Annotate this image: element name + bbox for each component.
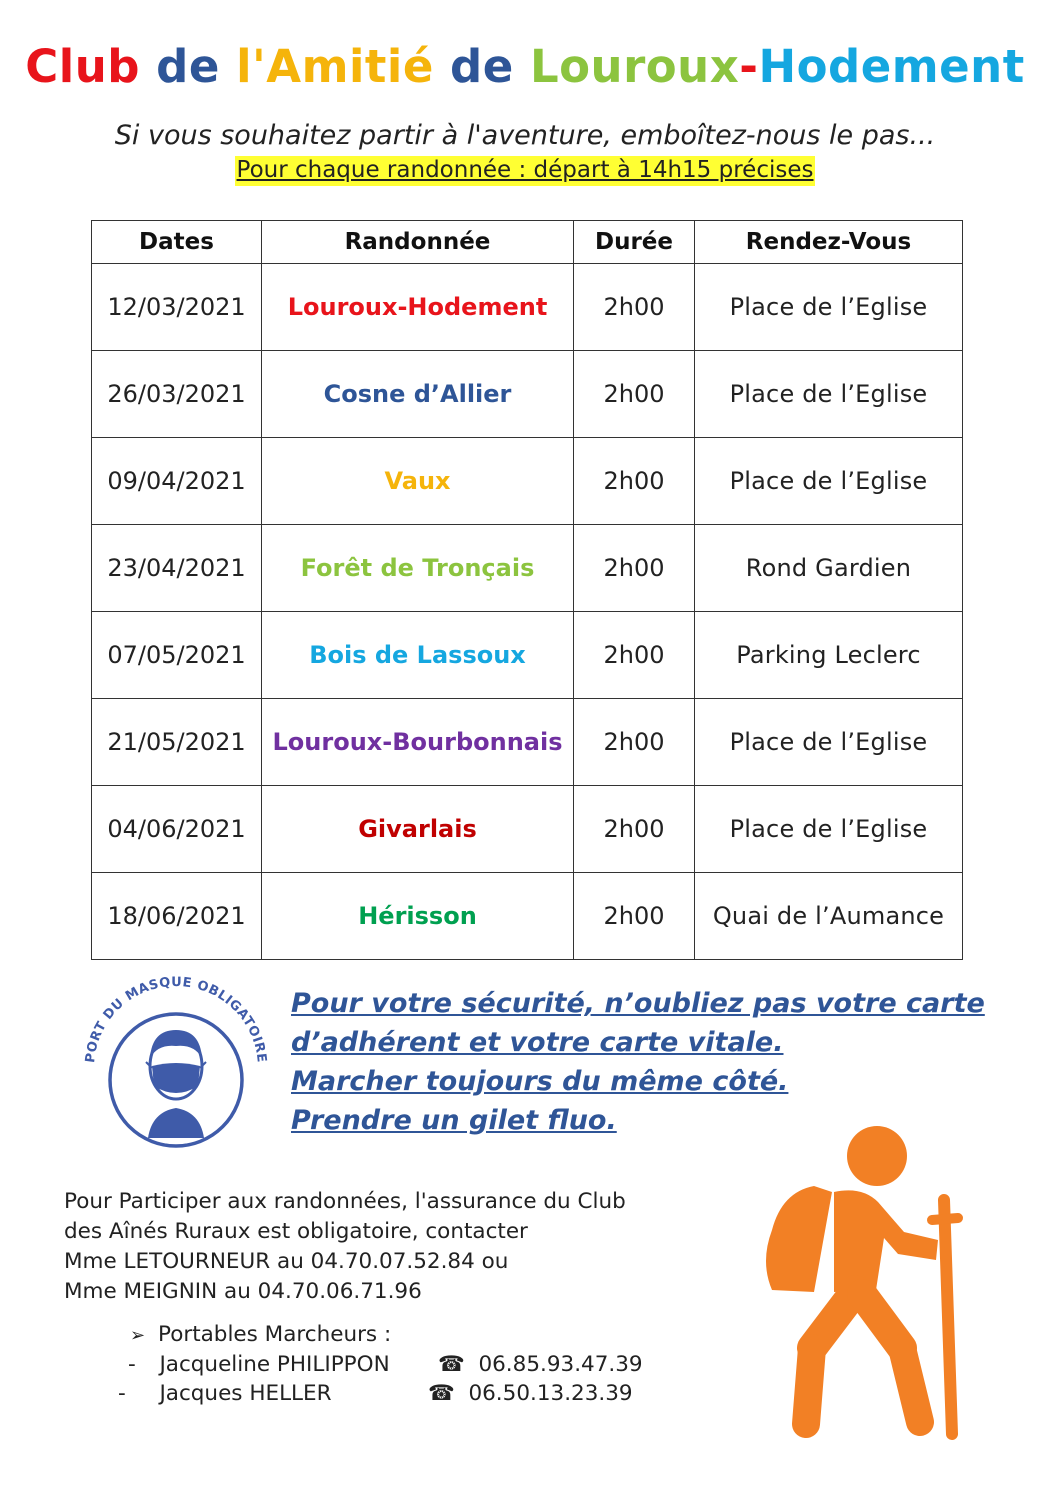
meeting-point-cell: Place de l’Eglise (695, 786, 963, 873)
title-word: Hodement (758, 40, 1025, 93)
departure-notice: Pour chaque randonnée : départ à 14h15 précises (235, 156, 816, 186)
mask-badge-text: PORT DU MASQUE OBLIGATOIRE (83, 974, 269, 1064)
date-cell: 23/04/2021 (92, 525, 262, 612)
date-cell: 21/05/2021 (92, 699, 262, 786)
walker-contact (118, 1381, 633, 1406)
safety-reminders (291, 984, 1031, 1140)
walker-phone-number: 06.50.13.23.39 (468, 1381, 633, 1406)
meeting-point-cell: Place de l’Eglise (695, 438, 963, 525)
title-word: - (739, 40, 759, 93)
walker-phone (428, 1381, 633, 1406)
date-cell: 26/03/2021 (92, 351, 262, 438)
title-word: de (450, 40, 514, 93)
walker-name: Jacques HELLER (159, 1381, 332, 1406)
table-row (92, 525, 963, 612)
hike-name-cell: Bois de Lassoux (262, 612, 574, 699)
walker-phone (438, 1352, 643, 1377)
title-word (220, 40, 236, 93)
table-row (92, 873, 963, 960)
title-word (514, 40, 530, 93)
safety-line: d’adhérent et votre carte vitale. (291, 1027, 784, 1058)
insurance-line: Pour Participer aux randonnées, l'assurance du Club (64, 1189, 626, 1214)
date-cell: 18/06/2021 (92, 873, 262, 960)
face-mask-icon (146, 1030, 206, 1138)
date-cell: 04/06/2021 (92, 786, 262, 873)
hike-name-cell: Louroux-Bourbonnais (262, 699, 574, 786)
hike-name-cell: Cosne d’Allier (262, 351, 574, 438)
column-header-hike: Randonnée (262, 221, 574, 264)
insurance-line: Mme LETOURNEUR au 04.70.07.52.84 ou (64, 1249, 509, 1274)
duration-cell: 2h00 (574, 873, 695, 960)
meeting-point-cell: Parking Leclerc (695, 612, 963, 699)
meeting-point-cell: Quai de l’Aumance (695, 873, 963, 960)
column-header-duration: Durée (574, 221, 695, 264)
title-word: l'Amitié (236, 40, 434, 93)
insurance-line: Mme MEIGNIN au 04.70.06.71.96 (64, 1279, 422, 1304)
hiker-icon (752, 1122, 972, 1440)
title-word: Louroux (529, 40, 740, 93)
arrow-bullet-icon: ➢ (130, 1325, 146, 1346)
column-header-dates: Dates (92, 221, 262, 264)
hike-schedule-table (91, 220, 963, 960)
walker-contact (128, 1352, 643, 1377)
page-title (0, 40, 1050, 93)
notice-container (0, 156, 1050, 186)
walker-dash: - (118, 1381, 126, 1406)
hike-name-cell: Givarlais (262, 786, 574, 873)
duration-cell: 2h00 (574, 438, 695, 525)
walker-dash: - (128, 1352, 136, 1377)
column-header-meeting-point: Rendez-Vous (695, 221, 963, 264)
safety-line: Prendre un gilet fluo. (291, 1105, 617, 1136)
table-row (92, 351, 963, 438)
meeting-point-cell: Place de l’Eglise (695, 351, 963, 438)
safety-line: Marcher toujours du même côté. (291, 1066, 789, 1097)
date-cell: 07/05/2021 (92, 612, 262, 699)
telephone-icon: ☎ (428, 1381, 455, 1406)
walker-phone-number: 06.85.93.47.39 (478, 1352, 643, 1377)
title-word: de (156, 40, 220, 93)
title-word (434, 40, 450, 93)
table-row (92, 438, 963, 525)
safety-line: Pour votre sécurité, n’oubliez pas votre carte (291, 988, 985, 1019)
mask-mandatory-badge (72, 968, 280, 1168)
date-cell: 12/03/2021 (92, 264, 262, 351)
duration-cell: 2h00 (574, 699, 695, 786)
telephone-icon: ☎ (438, 1352, 465, 1377)
date-cell: 09/04/2021 (92, 438, 262, 525)
duration-cell: 2h00 (574, 525, 695, 612)
meeting-point-cell: Place de l’Eglise (695, 264, 963, 351)
hike-name-cell: Forêt de Tronçais (262, 525, 574, 612)
subtitle: Si vous souhaitez partir à l'aventure, emboîtez-nous le pas... (114, 120, 936, 151)
meeting-point-cell: Rond Gardien (695, 525, 963, 612)
duration-cell: 2h00 (574, 612, 695, 699)
title-word (140, 40, 156, 93)
hike-name-cell: Louroux-Hodement (262, 264, 574, 351)
table-header-row (92, 221, 963, 264)
title-word: Club (25, 40, 140, 93)
table-row (92, 699, 963, 786)
duration-cell: 2h00 (574, 264, 695, 351)
table-row (92, 786, 963, 873)
insurance-line: des Aînés Ruraux est obligatoire, contacter (64, 1219, 528, 1244)
meeting-point-cell: Place de l’Eglise (695, 699, 963, 786)
walker-name: Jacqueline PHILIPPON (159, 1352, 390, 1377)
table-row (92, 612, 963, 699)
hike-name-cell: Hérisson (262, 873, 574, 960)
insurance-info (64, 1187, 744, 1307)
duration-cell: 2h00 (574, 351, 695, 438)
walkers-heading-text: Portables Marcheurs : (158, 1322, 392, 1347)
table-row (92, 264, 963, 351)
duration-cell: 2h00 (574, 786, 695, 873)
hike-name-cell: Vaux (262, 438, 574, 525)
walkers-heading (130, 1322, 391, 1347)
